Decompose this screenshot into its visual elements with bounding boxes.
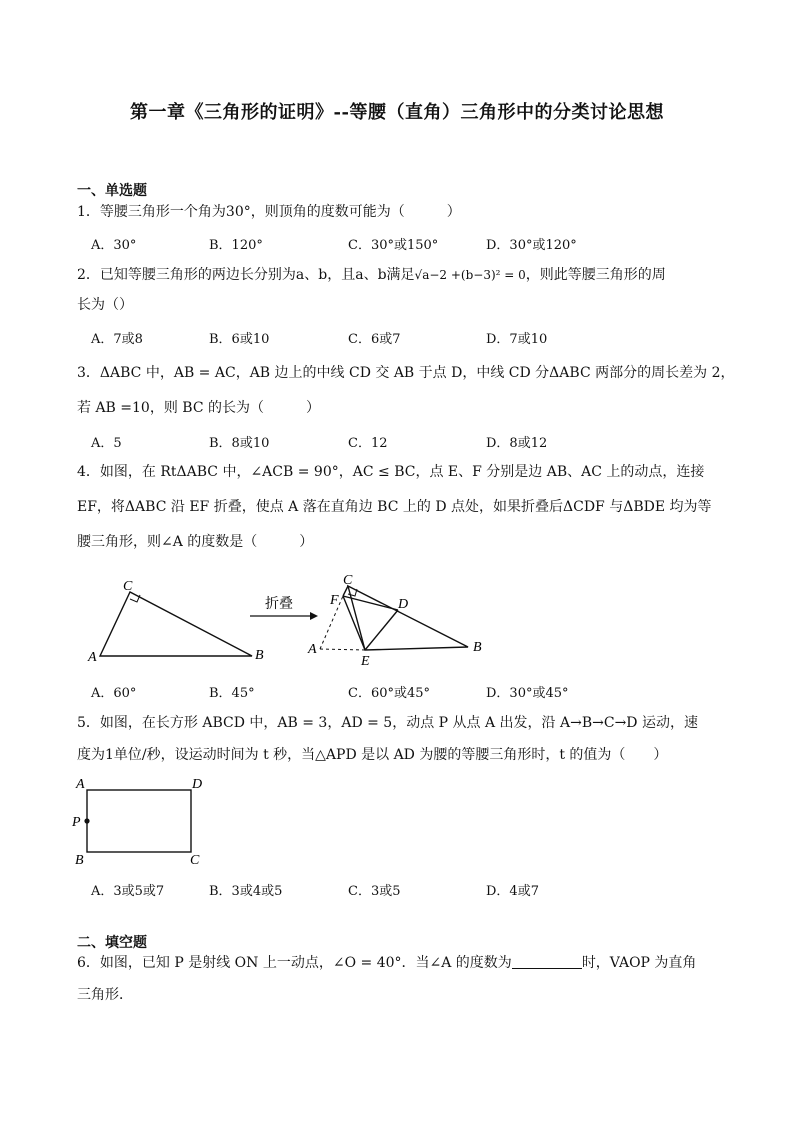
question-1: 1．等腰三角形一个角为30°，则顶角的度数可能为（ ） [77, 204, 461, 220]
question-4-line-2: EF，将ΔABC 沿 EF 折叠，使点 A 落在直角边 BC 上的 D 点处，如果折叠后ΔCDF 与ΔBDE 均为等 [77, 499, 712, 515]
question-5-line-2: 度为1单位/秒，设运动时间为 t 秒，当△APD 是以 AD 为腰的等腰三角形时，t 的值为（ ） [77, 747, 668, 763]
q2-text-b: a、b，且a、b满足 [295, 267, 415, 283]
rectangle-figure [66, 772, 216, 867]
point-p [84, 818, 89, 823]
q4-option-b[interactable]: B．45° [209, 686, 255, 701]
label-b2: B [473, 640, 482, 655]
label-e: E [361, 654, 370, 669]
label-c2: C [343, 573, 353, 588]
label-rect-d: D [192, 777, 203, 792]
q1-option-d[interactable]: D．30°或120° [486, 238, 577, 253]
question-3-line-1: 3．ΔABC 中，AB = AC，AB 边上的中线 CD 交 AB 于点 D，中线 CD 分ΔABC 两部分的周长差为 2， [77, 365, 735, 381]
section-heading-single-choice: 一、单选题 [77, 183, 147, 199]
question-4-line-1: 4．如图，在 RtΔABC 中，∠ACB = 90°，AC ≤ BC，点 E、F 分别是边 AB、AC 上的动点，连接 [77, 464, 705, 480]
q6-text-b: 时，VAOP 为直角 [581, 955, 697, 971]
segment-de [365, 610, 398, 650]
question-6-line-1 [77, 953, 696, 973]
q1-option-a[interactable]: A．30° [91, 238, 137, 253]
q2-option-a[interactable]: A．7或8 [91, 332, 143, 347]
segment-fe [343, 596, 365, 650]
label-rect-p: P [72, 815, 81, 830]
q3-option-d[interactable]: D．8或12 [486, 436, 548, 451]
question-2-line-1 [77, 265, 666, 285]
q5-option-b[interactable]: B．3或4或5 [209, 884, 283, 899]
label-f: F [330, 593, 339, 608]
q2-option-d[interactable]: D．7或10 [486, 332, 548, 347]
question-3-line-2: 若 AB =10，则 BC 的长为（ ） [77, 400, 321, 416]
label-b: B [255, 648, 264, 663]
label-d: D [398, 597, 409, 612]
q4-option-d[interactable]: D．30°或45° [486, 686, 569, 701]
question-5-line-1: 5．如图，在长方形 ABCD 中，AB = 3，AD = 5，动点 P 从点 A 出发，沿 A→B→C→D 运动，速 [77, 715, 698, 731]
label-a2: A [308, 642, 317, 657]
fold-label: 折叠 [265, 597, 293, 612]
q5-option-a[interactable]: A．3或5或7 [91, 884, 165, 899]
rectangle-abcd [87, 790, 191, 852]
question-2-line-2: 长为（） [77, 297, 133, 313]
q6-text-a: 6．如图，已知 P 是射线 ON 上一动点，∠O = 40°．当∠A 的度数为 [77, 955, 512, 971]
q1-option-c[interactable]: C．30°或150° [348, 238, 439, 253]
q3-option-a[interactable]: A．5 [91, 436, 122, 451]
q5-option-d[interactable]: D．4或7 [486, 884, 539, 899]
triangle-folded [348, 586, 468, 650]
q2-option-b[interactable]: B．6或10 [209, 332, 270, 347]
label-a: A [88, 650, 97, 665]
question-4-line-3: 腰三角形，则∠A 的度数是（ ） [77, 534, 314, 550]
q2-expression: √a−2 +(b−3)² = 0 [414, 268, 526, 282]
q1-option-b[interactable]: B．120° [209, 238, 263, 253]
arrow-icon [310, 612, 318, 620]
q2-option-c[interactable]: C．6或7 [348, 332, 401, 347]
q3-option-b[interactable]: B．8或10 [209, 436, 270, 451]
label-rect-a: A [76, 777, 85, 792]
q4-option-a[interactable]: A．60° [91, 686, 137, 701]
q5-option-c[interactable]: C．3或5 [348, 884, 401, 899]
q3-option-c[interactable]: C．12 [348, 436, 388, 451]
label-rect-b: B [75, 853, 84, 867]
section-heading-fill-blank: 二、填空题 [77, 935, 147, 951]
q4-option-c[interactable]: C．60°或45° [348, 686, 431, 701]
dashed-ae [320, 649, 365, 650]
q2-text-a: 2．已知等腰三角形的两边长分别为 [77, 267, 296, 283]
triangle-abc [100, 592, 252, 656]
page-title: 第一章《三角形的证明》--等腰（直角）三角形中的分类讨论思想 [130, 102, 664, 123]
label-c: C [123, 579, 133, 594]
label-rect-c: C [190, 853, 200, 867]
fold-triangle-figure [80, 572, 500, 672]
answer-blank[interactable] [512, 954, 582, 969]
q2-text-c: ，则此等腰三角形的周 [525, 267, 666, 283]
question-6-line-2: 三角形． [77, 987, 133, 1003]
